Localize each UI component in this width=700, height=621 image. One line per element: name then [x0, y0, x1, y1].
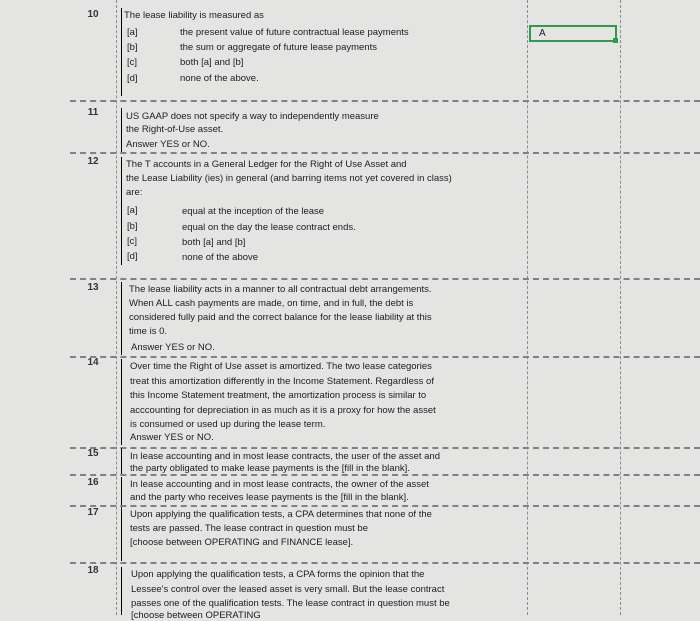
question-text: tests are passed. The lease contract in question must be: [130, 523, 368, 534]
column-divider: [527, 0, 528, 615]
row-marker: [121, 282, 122, 355]
option-text: equal on the day the lease contract ends.: [182, 222, 356, 233]
question-text: Upon applying the qualification tests, a CPA determines that none of the: [130, 509, 432, 520]
row-number-14: 14: [87, 357, 99, 368]
question-text: The lease liability acts in a manner to all contractual debt arrangements.: [129, 284, 432, 295]
row-marker: [121, 477, 122, 505]
row-number-11: 11: [87, 107, 99, 118]
question-text: the Right-of-Use asset.: [126, 124, 224, 135]
question-text: [choose between OPERATING: [131, 610, 261, 621]
option-label: [a]: [127, 205, 138, 216]
question-text: [choose between OPERATING and FINANCE lease].: [130, 537, 354, 548]
question-text: the Lease Liability (ies) in general (and barring items not yet covered in class): [126, 173, 452, 184]
row-number-12: 12: [87, 156, 99, 167]
question-text: Over time the Right of Use asset is amortized. The two lease categories: [130, 361, 432, 372]
question-text: is consumed or used up during the lease term.: [130, 419, 326, 430]
option-label: [a]: [127, 27, 138, 38]
row-number-15: 15: [87, 448, 99, 459]
option-text: the sum or aggregate of future lease payments: [180, 42, 377, 53]
row-number-10: 10: [87, 9, 99, 20]
question-text: the party obligated to make lease payments is the [fill in the blank].: [130, 463, 410, 474]
question-text: The T accounts in a General Ledger for the Right of Use Asset and: [126, 159, 407, 170]
row-marker: [121, 359, 122, 445]
row-number-16: 16: [87, 477, 99, 488]
row-marker: [121, 8, 122, 96]
option-text: both [a] and [b]: [180, 57, 244, 68]
row-number-13: 13: [87, 282, 99, 293]
option-text: none of the above: [182, 252, 259, 263]
question-text: passes one of the qualification tests. The lease contract in question must be: [131, 598, 450, 609]
option-label: [d]: [127, 73, 138, 84]
option-text: equal at the inception of the lease: [182, 206, 325, 217]
question-text: acccounting for depreciation in as much as it is a proxy for how the asset: [130, 405, 436, 416]
question-text: this Income Statement treatment, the amortization process is similar to: [130, 390, 427, 401]
option-label: [c]: [127, 236, 138, 247]
row-divider: [70, 447, 700, 449]
row-number-18: 18: [87, 565, 99, 576]
option-label: [b]: [127, 42, 138, 53]
answer-cell-selected[interactable]: [529, 25, 617, 42]
question-text: time is 0.: [129, 326, 168, 337]
question-text: In lease accounting and in most lease contracts, the user of the asset and: [130, 451, 440, 462]
column-divider: [620, 0, 621, 615]
question-text: In lease accounting and in most lease contracts, the owner of the asset: [130, 479, 429, 490]
row-number-17: 17: [87, 507, 99, 518]
question-text: Answer YES or NO.: [126, 139, 210, 150]
question-text: and the party who receives lease payments is the [fill in the blank].: [130, 492, 409, 503]
fill-handle[interactable]: [613, 38, 618, 43]
row-marker: [121, 507, 122, 561]
question-text: US GAAP does not specify a way to independently measure: [126, 111, 379, 122]
question-text: The lease liability is measured as: [124, 10, 264, 21]
option-text: the present value of future contractual lease payments: [180, 27, 409, 38]
column-divider: [116, 0, 117, 615]
option-label: [b]: [127, 221, 138, 232]
question-text: are:: [126, 187, 143, 198]
question-text: Answer YES or NO.: [131, 342, 215, 353]
row-divider: [70, 505, 700, 507]
row-marker: [121, 567, 122, 615]
row-divider: [70, 100, 700, 102]
option-label: [c]: [127, 57, 138, 68]
option-text: none of the above.: [180, 73, 259, 84]
question-text: Lessee's control over the leased asset is very small. But the lease contract: [131, 584, 445, 595]
row-divider: [70, 562, 700, 564]
row-marker: [121, 108, 122, 152]
option-label: [d]: [127, 251, 138, 262]
row-marker: [121, 157, 122, 265]
row-marker: [121, 448, 122, 474]
row-divider: [70, 474, 700, 476]
question-text: Answer YES or NO.: [130, 432, 214, 443]
question-text: treat this amortization differently in the Income Statement. Regardless of: [130, 376, 434, 387]
row-divider: [70, 278, 700, 280]
question-text: When ALL cash payments are made, on time, and in full, the debt is: [129, 298, 414, 309]
option-text: both [a] and [b]: [182, 237, 246, 248]
question-text: considered fully paid and the correct balance for the lease liability at this: [129, 312, 432, 323]
answer-value: A: [539, 28, 546, 39]
row-divider: [70, 152, 700, 154]
row-divider: [70, 356, 700, 358]
question-text: Upon applying the qualification tests, a CPA forms the opinion that the: [131, 569, 425, 580]
